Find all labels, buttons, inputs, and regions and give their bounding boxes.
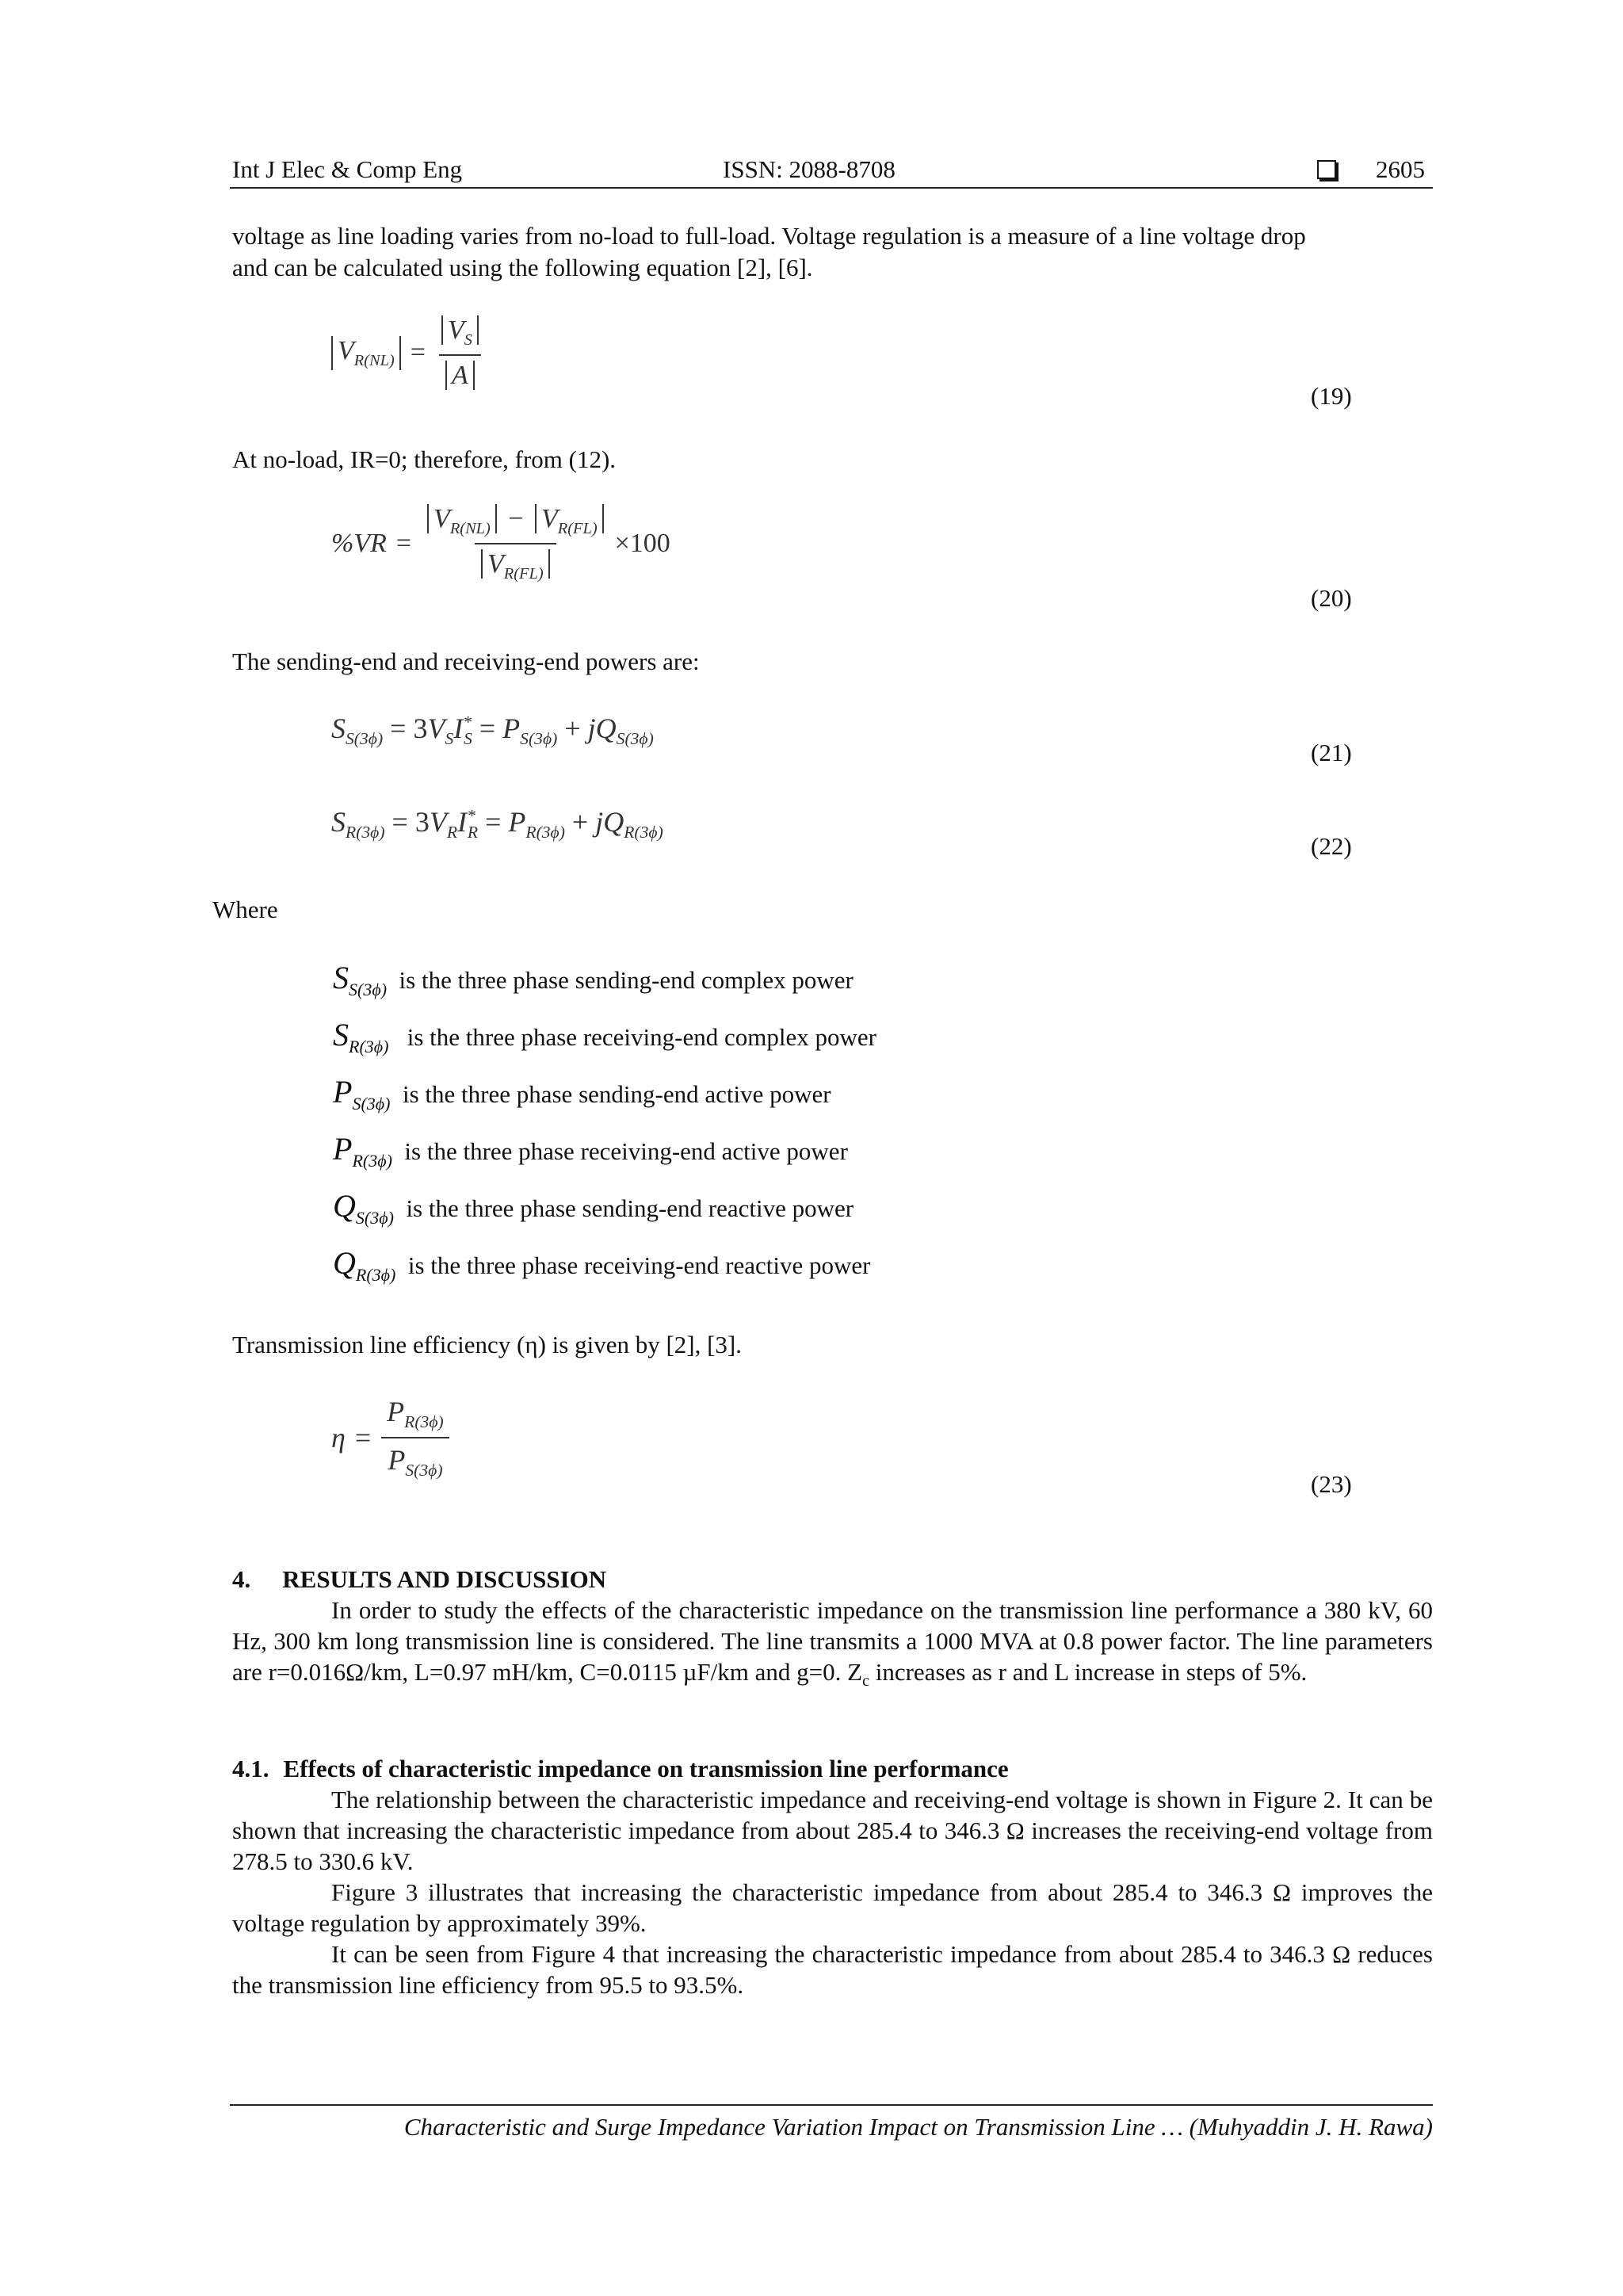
page-number: 2605 xyxy=(1376,155,1425,183)
section-4-1-heading: 4.1. Effects of characteristic impedance on transmission line performance xyxy=(232,1755,1009,1782)
equation-20: %VR = $\frac{V_{R(NL)} - V_{R(FL)}}{V_{R(FL)}}$ ×100 xyxy=(331,504,670,583)
equation-number-19: (19) xyxy=(1311,382,1352,410)
footer-rule xyxy=(230,2104,1433,2106)
definition-item: $Q_{S(3\phi)}$ is the three phase sending-end reactive power xyxy=(333,1188,854,1228)
section-4-1-paragraph-1: The relationship between the characteristic impedance and receiving-end voltage is shown in Figure 2. It can be shown that increasing the characteristic impedance from about 285.4 to 346.3 Ω increases the receiving-end voltage from 278.5 to 330.6 kV. xyxy=(232,1786,1433,1875)
definition-item: $S_{S(3\phi)}$ is the three phase sending-end complex power xyxy=(333,960,854,999)
efficiency-intro: Transmission line efficiency (η) is given by [2], [3]. xyxy=(232,1331,742,1358)
intro-line-1: voltage as line loading varies from no-load to full-load. Voltage regulation is a measure of a line voltage drop xyxy=(232,222,1306,250)
definition-item: $P_{R(3\phi)}$ is the three phase receiving-end active power xyxy=(333,1131,848,1171)
equation-21: $S_{S(3\phi)} = 3V_SI^*_S = P_{S(3\phi)} + jQ_{S(3\phi)}$ xyxy=(331,712,654,749)
equation-number-21: (21) xyxy=(1311,739,1352,766)
intro-line-2: and can be calculated using the following equation [2], [6]. xyxy=(232,254,813,281)
equation-number-22: (22) xyxy=(1311,832,1352,860)
journal-name: Int J Elec & Comp Eng xyxy=(232,155,463,183)
issn: ISSN: 2088-8708 xyxy=(723,155,896,183)
no-load-text: At no-load, IR=0; therefore, from (12). xyxy=(232,445,617,473)
equation-23: η = $\frac{P_{R(3\phi)}}{P_{S(3\phi)}}$ xyxy=(331,1395,450,1480)
section-4-1-paragraph-3: It can be seen from Figure 4 that increasing the characteristic impedance from about 285.4 to 346.3 Ω reduces the transmission line efficiency from 95.5 to 93.5%. xyxy=(232,1940,1433,1999)
equation-19: $V_{R(NL)}$ = $\frac{V_S}{A}$ xyxy=(331,315,485,391)
definition-item: $Q_{R(3\phi)}$ is the three phase receiving-end reactive power xyxy=(333,1245,871,1285)
where-label: Where xyxy=(212,896,278,923)
definition-item: $S_{R(3\phi)}$ is the three phase receiving-end complex power xyxy=(333,1017,876,1056)
section-4-paragraph: In order to study the effects of the characteristic impedance on the transmission line performance a 380 kV, 60 Hz, 300 km long transmission line is considered. The line transmits a 1000 MVA at 0.8 power factor. The line parameters are r=0.016Ω/km, L=0.97 mH/km, C=0.0115 µF/km and g=0. $Z_c$ increases as r and L increase in steps of 5%. xyxy=(232,1596,1433,1690)
section-4-heading: 4. RESULTS AND DISCUSSION xyxy=(232,1565,607,1593)
powers-intro: The sending-end and receiving-end powers are: xyxy=(232,648,700,675)
equation-22: $S_{R(3\phi)} = 3V_RI^*_R = P_{R(3\phi)} + jQ_{R(3\phi)}$ xyxy=(331,806,663,842)
definition-item: $P_{S(3\phi)}$ is the three phase sending-end active power xyxy=(333,1074,831,1114)
section-4-1-paragraph-2: Figure 3 illustrates that increasing the characteristic impedance from about 285.4 to 346.3 Ω improves the voltage regulation by approximately 39%. xyxy=(232,1878,1433,1937)
box-icon xyxy=(1317,155,1336,184)
equation-number-20: (20) xyxy=(1311,584,1352,612)
header-rule xyxy=(230,187,1433,189)
equation-number-23: (23) xyxy=(1311,1470,1352,1498)
footer-text: Characteristic and Surge Impedance Variation Impact on Transmission Line … (Muhyaddin J. H. Rawa) xyxy=(403,2113,1433,2141)
